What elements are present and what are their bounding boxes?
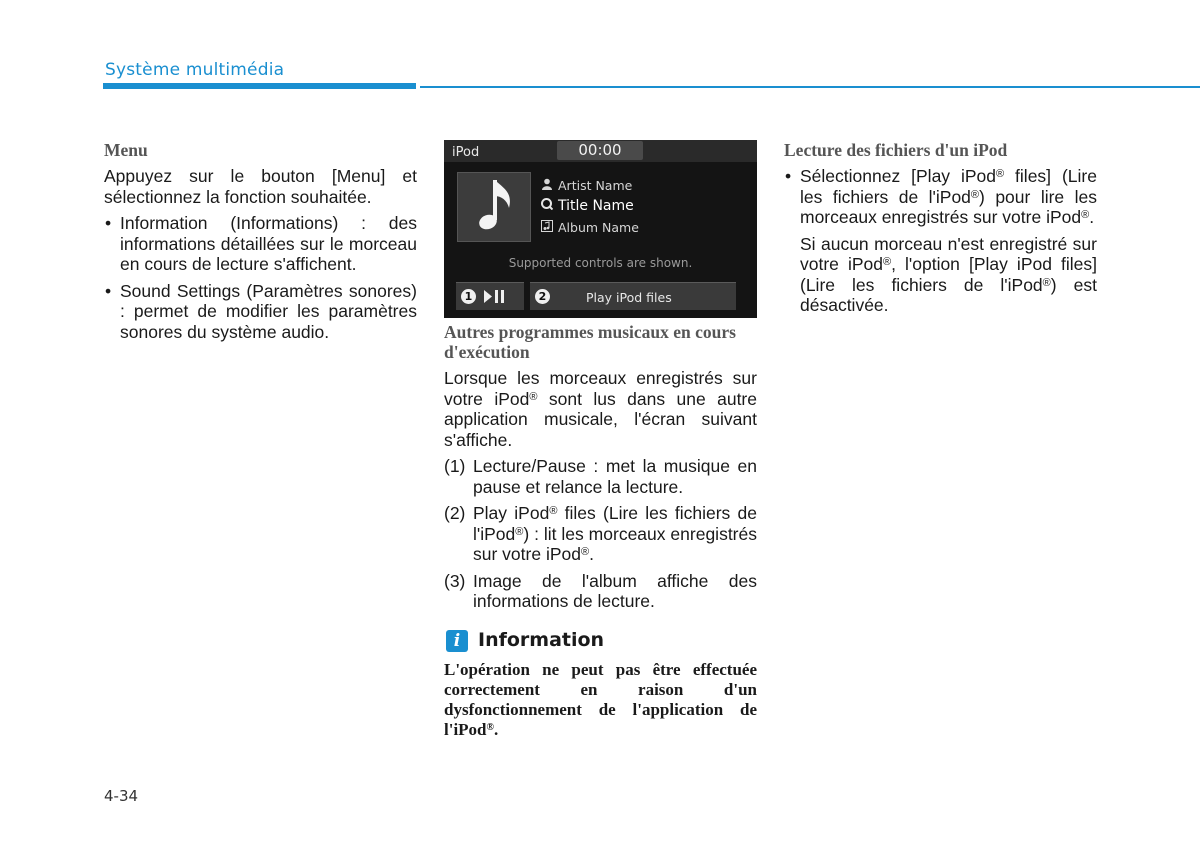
item-text: Lecture/Pause : met la musique en pause et relance la lecture.: [473, 456, 757, 497]
music-note-icon: [477, 176, 517, 236]
information-text: [444, 660, 757, 740]
information-title: Information: [478, 629, 605, 652]
intro-text-b: sont lus dans une autre application musicale, l'écran suivant s'affiche.: [444, 388, 757, 450]
item-text: Image de l'album affiche des informations de lecture.: [473, 570, 757, 611]
note-text: , l'option [Play iPod files] (Lire les fichiers de l'iPod: [800, 254, 1097, 295]
bullet-text: .: [1089, 207, 1095, 227]
registered-mark: ®: [486, 721, 494, 733]
callout-badge-2: 2: [535, 289, 550, 304]
ipod-files-heading: Lecture des fichiers d'un iPod: [784, 140, 1008, 160]
callout-badge-1: 1: [461, 289, 476, 304]
screen-status-bar: [444, 140, 757, 162]
ipod-files-list: [784, 166, 1097, 228]
registered-mark: ®: [580, 546, 590, 558]
controls-item-3: [444, 571, 757, 612]
ipod-files-bullet: [784, 166, 1097, 228]
info-icon: i: [446, 630, 468, 652]
screen-time: 00:00: [557, 141, 643, 160]
column-ipod-files: [784, 140, 1097, 316]
item-text: Play iPod: [473, 503, 550, 523]
note-text: ) est désactivée.: [800, 274, 1097, 315]
play-ipod-files-label: Play iPod files: [586, 290, 672, 305]
registered-mark: ®: [1081, 209, 1090, 221]
song-disc-icon: [541, 198, 553, 210]
page-number: 4-34: [104, 787, 139, 805]
play-pause-button[interactable]: [456, 282, 524, 310]
other-apps-heading: Autres programmes musicaux en cours d'exécution: [444, 322, 736, 362]
item-text: .: [589, 544, 594, 564]
registered-mark: ®: [882, 256, 892, 268]
registered-mark: ®: [970, 188, 980, 201]
menu-option-sound-settings: • Sound Settings (Paramètres sonores) : permet de modifier les paramètres sonores du système audio.: [104, 281, 417, 343]
album-art: [457, 172, 531, 242]
supported-controls-hint: Supported controls are shown.: [508, 256, 693, 270]
menu-heading: Menu: [104, 140, 148, 160]
menu-option-information: • Information (Informations) : des informations détaillées sur le morceau en cours de lecture s'affichent.: [104, 213, 417, 275]
registered-mark: ®: [515, 525, 524, 538]
artist-name: Artist Name: [558, 178, 633, 193]
info-text-a: L'opération ne peut pas être effectuée correctement en raison d'un dysfonctionnement de l'application de l'iPod: [444, 659, 757, 739]
title-name: Title Name: [558, 198, 634, 214]
registered-mark: ®: [549, 505, 558, 517]
intro-text-a: Lorsque les morceaux enregistrés sur votre iPod: [444, 368, 757, 409]
menu-options-list: [104, 213, 417, 342]
column-other-apps: [444, 140, 757, 740]
item-number: (1): [444, 456, 466, 476]
bullet-text: ) pour lire les morceaux enregistrés sur votre iPod: [800, 186, 1097, 227]
controls-item-1: [444, 456, 757, 497]
header-rule: [420, 86, 1200, 88]
play-pause-icon: [483, 289, 505, 304]
information-box-header: [444, 630, 757, 652]
bullet-text: Sélectionnez [Play iPod: [800, 166, 997, 186]
person-icon: [541, 178, 553, 190]
album-name: Album Name: [558, 220, 639, 235]
controls-list: [444, 456, 757, 612]
item-number: (3): [444, 570, 466, 591]
play-ipod-files-button[interactable]: [530, 282, 736, 310]
bullet-text: files] (Lire les fichiers de l'iPod: [800, 166, 1097, 207]
registered-mark: ®: [996, 168, 1005, 180]
item-number: (2): [444, 503, 466, 523]
ipod-screen-illustration: [444, 140, 757, 318]
ipod-files-note: [784, 234, 1097, 316]
album-icon: [541, 220, 553, 232]
column-menu: [104, 140, 417, 342]
registered-mark: ®: [529, 390, 538, 403]
note-text: Si aucun morceau n'est enregistré sur votre iPod: [800, 233, 1097, 274]
item-text: files (Lire les fichiers de l'iPod: [473, 503, 757, 544]
screen-source-label: iPod: [452, 145, 480, 160]
other-apps-intro: [444, 368, 757, 450]
info-text-b: .: [494, 719, 499, 739]
menu-intro: Appuyez sur le bouton [Menu] et sélectionnez la fonction souhaitée.: [104, 166, 417, 207]
registered-mark: ®: [1042, 276, 1051, 289]
item-text: ) : lit les morceaux enregistrés sur votre iPod: [473, 523, 757, 564]
section-title: Système multimédia: [105, 60, 285, 80]
controls-item-2: [444, 503, 757, 565]
header-rule-accent: [103, 83, 416, 89]
